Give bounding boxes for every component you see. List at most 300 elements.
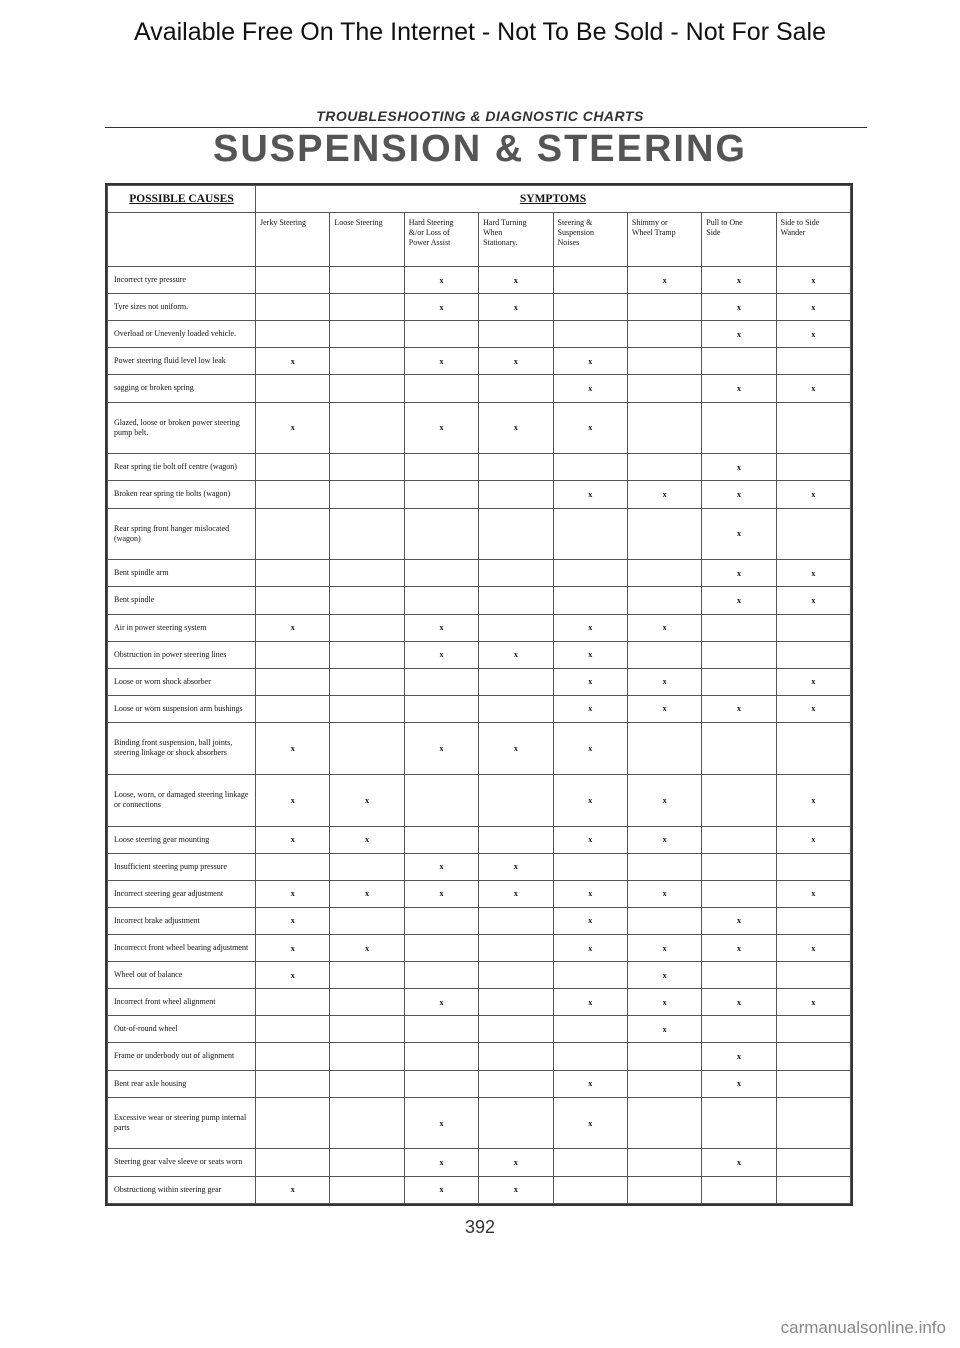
- empty-cell: [479, 614, 553, 641]
- empty-cell: [404, 1043, 478, 1070]
- empty-cell: [776, 722, 850, 774]
- symptom-mark-cell: x: [553, 907, 627, 934]
- empty-cell: [627, 321, 701, 348]
- empty-cell: [702, 880, 776, 907]
- chart-subtitle: TROUBLESHOOTING & DIAGNOSTIC CHARTS: [316, 108, 644, 124]
- empty-cell: [627, 1043, 701, 1070]
- empty-cell: [702, 722, 776, 774]
- symptom-column-header: Hard Steering &/or Loss of Power Assist: [404, 213, 478, 267]
- table-row: [108, 668, 851, 695]
- empty-cell: [553, 267, 627, 294]
- table-row: [108, 989, 851, 1016]
- empty-cell: [479, 587, 553, 614]
- empty-cell: [330, 722, 404, 774]
- cause-cell: Incorrecct front wheel bearing adjustment: [108, 934, 256, 961]
- empty-cell: [330, 1149, 404, 1176]
- cause-cell: Loose or worn shock absorber: [108, 668, 256, 695]
- symptom-column-header: Loose Steering: [330, 213, 404, 267]
- empty-cell: [256, 375, 330, 402]
- cause-cell: Insufficient steering pump pressure: [108, 853, 256, 880]
- symptom-mark-cell: x: [256, 348, 330, 375]
- symptom-mark-cell: x: [776, 934, 850, 961]
- empty-cell: [776, 962, 850, 989]
- empty-cell: [330, 1176, 404, 1203]
- symptom-mark-cell: x: [627, 880, 701, 907]
- symptom-column-header: Hard Turning When Stationary.: [479, 213, 553, 267]
- symptom-mark-cell: x: [553, 722, 627, 774]
- table-row: [108, 1016, 851, 1043]
- symptom-mark-cell: x: [702, 375, 776, 402]
- symptom-mark-cell: x: [256, 826, 330, 853]
- symptom-mark-cell: x: [627, 774, 701, 826]
- symptom-mark-cell: x: [256, 962, 330, 989]
- symptom-mark-cell: x: [553, 1097, 627, 1149]
- empty-cell: [404, 668, 478, 695]
- symptom-mark-cell: x: [404, 294, 478, 321]
- symptom-mark-cell: x: [256, 934, 330, 961]
- empty-cell: [627, 907, 701, 934]
- empty-cell: [256, 294, 330, 321]
- empty-cell: [404, 826, 478, 853]
- symptom-column-header: Pull to One Side: [702, 213, 776, 267]
- empty-cell: [776, 348, 850, 375]
- empty-cell: [702, 826, 776, 853]
- symptom-mark-cell: x: [702, 321, 776, 348]
- symptom-mark-cell: x: [627, 1016, 701, 1043]
- empty-cell: [479, 907, 553, 934]
- symptom-mark-cell: x: [404, 1176, 478, 1203]
- empty-cell: [702, 1176, 776, 1203]
- symptom-column-header: Steering & Suspension Noises: [553, 213, 627, 267]
- empty-cell: [479, 508, 553, 560]
- table-row: [108, 774, 851, 826]
- symptom-mark-cell: x: [776, 826, 850, 853]
- symptom-mark-cell: x: [702, 989, 776, 1016]
- empty-cell: [330, 587, 404, 614]
- symptom-mark-cell: x: [256, 1176, 330, 1203]
- empty-cell: [776, 1176, 850, 1203]
- empty-cell: [404, 454, 478, 481]
- table-body: [108, 267, 851, 1204]
- table-row: [108, 454, 851, 481]
- empty-cell: [553, 454, 627, 481]
- symptom-mark-cell: x: [404, 402, 478, 454]
- symptom-mark-cell: x: [553, 375, 627, 402]
- empty-cell: [330, 641, 404, 668]
- symptom-column-header: Shimmy or Wheel Tramp: [627, 213, 701, 267]
- empty-cell: [776, 1149, 850, 1176]
- table-row: [108, 722, 851, 774]
- empty-cell: [776, 1097, 850, 1149]
- empty-cell: [479, 1016, 553, 1043]
- empty-cell: [479, 375, 553, 402]
- empty-cell: [627, 853, 701, 880]
- symptom-mark-cell: x: [702, 481, 776, 508]
- symptom-mark-cell: x: [776, 880, 850, 907]
- cause-cell: sagging or broken spring: [108, 375, 256, 402]
- empty-cell: [776, 1043, 850, 1070]
- diagnostic-table: [107, 185, 851, 1204]
- empty-cell: [553, 294, 627, 321]
- diagnostic-table-frame: [105, 183, 853, 1206]
- empty-cell: [479, 826, 553, 853]
- symptom-mark-cell: x: [702, 587, 776, 614]
- empty-cell: [330, 294, 404, 321]
- symptom-mark-cell: x: [702, 294, 776, 321]
- empty-cell: [256, 560, 330, 587]
- symptom-mark-cell: x: [776, 560, 850, 587]
- symptom-mark-cell: x: [330, 826, 404, 853]
- symptom-mark-cell: x: [553, 641, 627, 668]
- empty-cell: [404, 1070, 478, 1097]
- empty-cell: [627, 402, 701, 454]
- symptom-mark-cell: x: [702, 1070, 776, 1097]
- symptom-mark-cell: x: [627, 695, 701, 722]
- empty-cell: [404, 695, 478, 722]
- cause-cell: Out-of-round wheel: [108, 1016, 256, 1043]
- empty-cell: [627, 560, 701, 587]
- empty-cell: [702, 962, 776, 989]
- empty-cell: [330, 508, 404, 560]
- table-row: [108, 695, 851, 722]
- symptom-mark-cell: x: [627, 934, 701, 961]
- empty-cell: [553, 853, 627, 880]
- symptom-mark-cell: x: [479, 880, 553, 907]
- empty-cell: [404, 321, 478, 348]
- symptom-mark-cell: x: [256, 402, 330, 454]
- empty-cell: [776, 641, 850, 668]
- table-row: [108, 267, 851, 294]
- empty-cell: [553, 1149, 627, 1176]
- symptom-mark-cell: x: [256, 722, 330, 774]
- symptom-mark-cell: x: [776, 587, 850, 614]
- empty-cell: [330, 321, 404, 348]
- empty-cell: [330, 454, 404, 481]
- empty-cell: [479, 934, 553, 961]
- empty-cell: [627, 1070, 701, 1097]
- symptom-mark-cell: x: [404, 267, 478, 294]
- empty-cell: [702, 348, 776, 375]
- empty-cell: [702, 853, 776, 880]
- table-row: [108, 1043, 851, 1070]
- symptom-mark-cell: x: [404, 1149, 478, 1176]
- symptom-mark-cell: x: [479, 641, 553, 668]
- table-row: [108, 1176, 851, 1203]
- cause-cell: Wheel out of balance: [108, 962, 256, 989]
- empty-cell: [479, 1097, 553, 1149]
- symptom-mark-cell: x: [479, 853, 553, 880]
- empty-cell: [479, 560, 553, 587]
- empty-cell: [479, 989, 553, 1016]
- symptom-mark-cell: x: [702, 934, 776, 961]
- empty-cell: [330, 481, 404, 508]
- table-row: [108, 321, 851, 348]
- empty-cell: [404, 774, 478, 826]
- empty-cell: [479, 1043, 553, 1070]
- symptom-mark-cell: x: [702, 560, 776, 587]
- symptom-mark-cell: x: [553, 826, 627, 853]
- symptom-mark-cell: x: [702, 454, 776, 481]
- symptom-mark-cell: x: [404, 1097, 478, 1149]
- empty-cell: [404, 1016, 478, 1043]
- empty-cell: [330, 989, 404, 1016]
- empty-cell: [256, 1043, 330, 1070]
- symptom-mark-cell: x: [776, 375, 850, 402]
- empty-cell: [256, 508, 330, 560]
- empty-cell: [553, 560, 627, 587]
- empty-cell: [256, 1149, 330, 1176]
- empty-cell: [330, 1043, 404, 1070]
- empty-cell: [702, 774, 776, 826]
- symptom-mark-cell: x: [776, 695, 850, 722]
- cause-cell: Bent spindle: [108, 587, 256, 614]
- table-row: [108, 1149, 851, 1176]
- table-row: [108, 348, 851, 375]
- symptom-mark-cell: x: [256, 774, 330, 826]
- empty-cell: [627, 375, 701, 402]
- cause-cell: Incorrect steering gear adjustment: [108, 880, 256, 907]
- symptom-mark-cell: x: [553, 481, 627, 508]
- empty-cell: [256, 668, 330, 695]
- symptom-mark-cell: x: [702, 508, 776, 560]
- cause-cell: Obstruction in power steering lines: [108, 641, 256, 668]
- empty-cell: [330, 348, 404, 375]
- symptom-mark-cell: x: [776, 989, 850, 1016]
- symptom-mark-cell: x: [776, 267, 850, 294]
- symptom-mark-cell: x: [702, 1043, 776, 1070]
- symptom-mark-cell: x: [553, 402, 627, 454]
- symptom-mark-cell: x: [479, 267, 553, 294]
- table-row: [108, 508, 851, 560]
- symptom-mark-cell: x: [553, 774, 627, 826]
- empty-cell: [627, 348, 701, 375]
- empty-cell: [479, 668, 553, 695]
- symptom-mark-cell: x: [479, 294, 553, 321]
- cause-cell: Loose steering gear mounting: [108, 826, 256, 853]
- empty-cell: [627, 508, 701, 560]
- table-row: [108, 826, 851, 853]
- empty-cell: [479, 695, 553, 722]
- empty-cell: [776, 853, 850, 880]
- empty-cell: [256, 695, 330, 722]
- table-row: [108, 402, 851, 454]
- symptom-mark-cell: x: [627, 668, 701, 695]
- empty-cell: [330, 668, 404, 695]
- empty-cell: [256, 641, 330, 668]
- empty-cell: [776, 402, 850, 454]
- cause-cell: Excessive wear or steering pump internal parts: [108, 1097, 256, 1149]
- watermark-banner: Available Free On The Internet - Not To Be Sold - Not For Sale: [133, 18, 827, 46]
- empty-cell: [404, 375, 478, 402]
- empty-cell: [553, 1043, 627, 1070]
- symptom-mark-cell: x: [553, 668, 627, 695]
- empty-cell: [702, 668, 776, 695]
- empty-cell: [553, 508, 627, 560]
- cause-cell: Loose, worn, or damaged steering linkage or connections: [108, 774, 256, 826]
- empty-cell: [627, 454, 701, 481]
- empty-cell: [330, 560, 404, 587]
- symptom-mark-cell: x: [404, 722, 478, 774]
- empty-cell: [330, 267, 404, 294]
- table-row: [108, 587, 851, 614]
- empty-cell: [776, 907, 850, 934]
- empty-cell: [256, 1016, 330, 1043]
- cause-cell: Broken rear spring tie bolts (wagon): [108, 481, 256, 508]
- empty-cell: [702, 402, 776, 454]
- empty-cell: [330, 402, 404, 454]
- empty-cell: [256, 481, 330, 508]
- symptom-mark-cell: x: [404, 880, 478, 907]
- symptom-mark-cell: x: [479, 722, 553, 774]
- cause-cell: Glazed, loose or broken power steering pump belt.: [108, 402, 256, 454]
- symptom-mark-cell: x: [256, 880, 330, 907]
- cause-cell: Incorrect brake adjustment: [108, 907, 256, 934]
- empty-cell: [553, 1176, 627, 1203]
- table-row: [108, 934, 851, 961]
- page-number: 392: [464, 1217, 496, 1237]
- cause-cell: Incorrect front wheel alignment: [108, 989, 256, 1016]
- symptom-mark-cell: x: [702, 1149, 776, 1176]
- symptom-mark-cell: x: [479, 348, 553, 375]
- symptom-mark-cell: x: [479, 1176, 553, 1203]
- empty-cell: [404, 481, 478, 508]
- empty-cell: [627, 294, 701, 321]
- empty-cell: [702, 614, 776, 641]
- empty-cell: [256, 454, 330, 481]
- cause-cell: Air in power steering system: [108, 614, 256, 641]
- symptom-mark-cell: x: [627, 614, 701, 641]
- empty-cell: [330, 853, 404, 880]
- empty-cell: [553, 962, 627, 989]
- empty-cell: [702, 1097, 776, 1149]
- symptom-mark-cell: x: [627, 989, 701, 1016]
- cause-cell: Steering gear valve sleeve or seats worn: [108, 1149, 256, 1176]
- empty-cell: [479, 962, 553, 989]
- symptom-mark-cell: x: [256, 614, 330, 641]
- cause-cell: Binding front suspension, ball joints, steering linkage or shock absorbers: [108, 722, 256, 774]
- table-row: [108, 1097, 851, 1149]
- empty-cell: [627, 587, 701, 614]
- table-row: [108, 907, 851, 934]
- empty-cell: [330, 1097, 404, 1149]
- cause-cell: Tyre sizes not uniform.: [108, 294, 256, 321]
- empty-cell: [627, 1097, 701, 1149]
- empty-cell: [776, 614, 850, 641]
- empty-cell: [330, 1070, 404, 1097]
- symptom-mark-cell: x: [553, 880, 627, 907]
- empty-cell: [256, 267, 330, 294]
- symptom-mark-cell: x: [702, 695, 776, 722]
- symptom-mark-cell: x: [404, 989, 478, 1016]
- symptom-column-header: Jerky Steering: [256, 213, 330, 267]
- symptom-mark-cell: x: [479, 402, 553, 454]
- empty-cell: [256, 1097, 330, 1149]
- table-row: [108, 614, 851, 641]
- empty-cell: [404, 587, 478, 614]
- empty-cell: [702, 1016, 776, 1043]
- empty-cell: [553, 321, 627, 348]
- header-blank-cell: [108, 213, 256, 267]
- symptom-mark-cell: x: [404, 348, 478, 375]
- empty-cell: [553, 1016, 627, 1043]
- symptoms-heading: SYMPTOMS: [256, 186, 851, 213]
- table-row: [108, 880, 851, 907]
- symptom-mark-cell: x: [553, 695, 627, 722]
- cause-cell: Rear spring front hanger mislocated (wagon): [108, 508, 256, 560]
- empty-cell: [404, 907, 478, 934]
- symptom-mark-cell: x: [627, 267, 701, 294]
- symptom-mark-cell: x: [553, 348, 627, 375]
- cause-cell: Bent rear axle housing: [108, 1070, 256, 1097]
- empty-cell: [479, 774, 553, 826]
- cause-cell: Overload or Unevenly loaded vehicle.: [108, 321, 256, 348]
- empty-cell: [627, 1176, 701, 1203]
- empty-cell: [256, 989, 330, 1016]
- empty-cell: [776, 1016, 850, 1043]
- empty-cell: [256, 321, 330, 348]
- table-row: [108, 1070, 851, 1097]
- empty-cell: [330, 695, 404, 722]
- empty-cell: [404, 508, 478, 560]
- empty-cell: [627, 1149, 701, 1176]
- empty-cell: [702, 641, 776, 668]
- symptom-mark-cell: x: [553, 1070, 627, 1097]
- empty-cell: [479, 481, 553, 508]
- symptom-column-header: Side to Side Wander: [776, 213, 850, 267]
- symptom-mark-cell: x: [776, 668, 850, 695]
- empty-cell: [256, 587, 330, 614]
- symptom-header-row: [108, 213, 851, 267]
- empty-cell: [479, 454, 553, 481]
- cause-cell: Frame or underbody out of alignment: [108, 1043, 256, 1070]
- empty-cell: [553, 587, 627, 614]
- symptom-mark-cell: x: [404, 641, 478, 668]
- symptom-mark-cell: x: [702, 267, 776, 294]
- cause-cell: Power steering fluid level low leak: [108, 348, 256, 375]
- table-row: [108, 481, 851, 508]
- empty-cell: [330, 962, 404, 989]
- symptom-mark-cell: x: [553, 614, 627, 641]
- symptom-mark-cell: x: [776, 481, 850, 508]
- empty-cell: [479, 1070, 553, 1097]
- empty-cell: [404, 934, 478, 961]
- symptom-mark-cell: x: [776, 774, 850, 826]
- empty-cell: [256, 853, 330, 880]
- symptom-mark-cell: x: [404, 853, 478, 880]
- symptom-mark-cell: x: [553, 934, 627, 961]
- symptom-mark-cell: x: [330, 774, 404, 826]
- symptom-mark-cell: x: [330, 934, 404, 961]
- symptom-mark-cell: x: [627, 962, 701, 989]
- empty-cell: [330, 614, 404, 641]
- possible-causes-heading: POSSIBLE CAUSES: [108, 186, 256, 213]
- empty-cell: [330, 375, 404, 402]
- empty-cell: [776, 1070, 850, 1097]
- symptom-mark-cell: x: [627, 826, 701, 853]
- empty-cell: [330, 907, 404, 934]
- empty-cell: [776, 508, 850, 560]
- empty-cell: [404, 962, 478, 989]
- symptom-mark-cell: x: [776, 321, 850, 348]
- symptom-mark-cell: x: [256, 907, 330, 934]
- empty-cell: [404, 560, 478, 587]
- empty-cell: [776, 454, 850, 481]
- cause-cell: Bent spindle arm: [108, 560, 256, 587]
- empty-cell: [627, 641, 701, 668]
- table-row: [108, 294, 851, 321]
- symptom-mark-cell: x: [627, 481, 701, 508]
- table-row: [108, 560, 851, 587]
